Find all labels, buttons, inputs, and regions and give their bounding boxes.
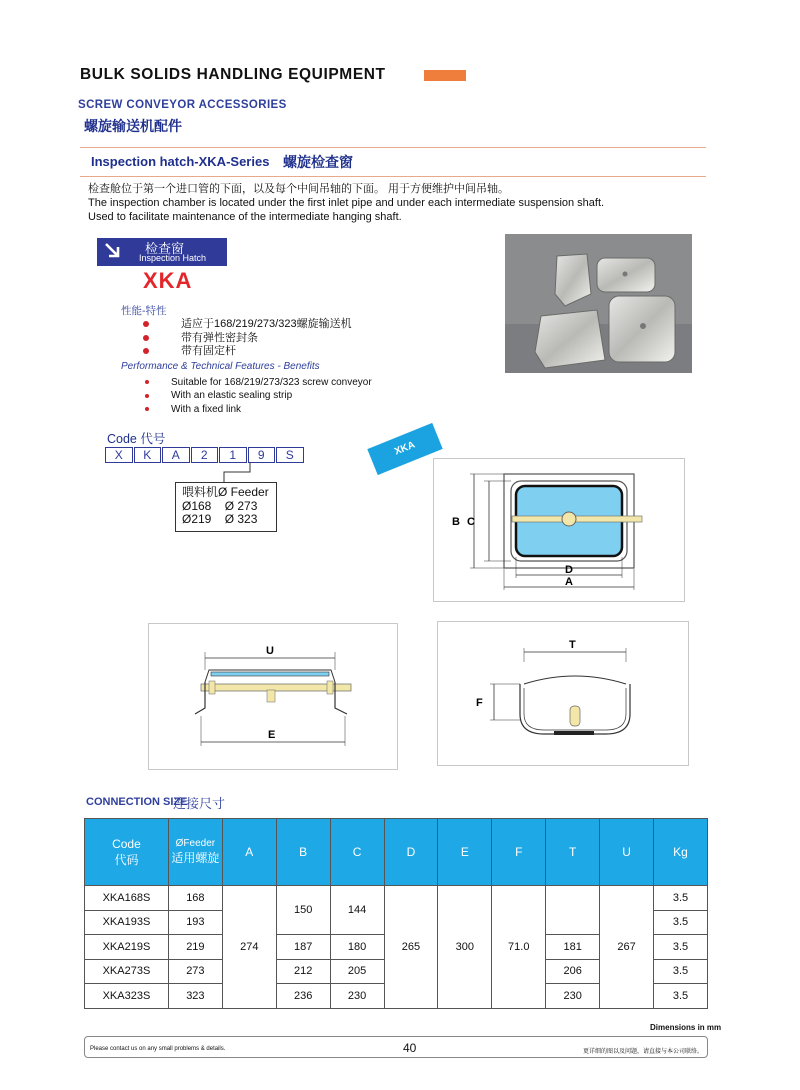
section-title-en: Inspection hatch-XKA-Series <box>91 154 270 169</box>
cell-d: 265 <box>384 886 438 1009</box>
cell-f: 71.0 <box>492 886 546 1009</box>
list-item: With an elastic sealing strip <box>145 389 372 402</box>
list-item: With a fixed link <box>145 403 372 416</box>
cell-c: 205 <box>330 959 384 984</box>
section-rule-bottom <box>80 176 706 177</box>
col-header-a: A <box>222 819 276 886</box>
cell-feeder: 193 <box>168 910 222 935</box>
bullet-icon <box>143 335 149 341</box>
code-cell: A <box>162 447 190 463</box>
cell-c: 230 <box>330 984 384 1009</box>
section-rule-top <box>80 147 706 148</box>
col-header-c: C <box>330 819 384 886</box>
page-number: 40 <box>403 1041 417 1055</box>
connection-size-title-cn: 连接尺寸 <box>173 796 226 811</box>
bullet-icon <box>143 348 149 354</box>
cell-kg: 3.5 <box>653 886 707 911</box>
page-footer <box>84 1036 708 1058</box>
col-header-kg: Kg <box>653 819 707 886</box>
list-item: Suitable for 168/219/273/323 screw conveyor <box>145 376 372 389</box>
cell-c: 144 <box>330 886 384 935</box>
dim-label-a: A <box>565 576 573 588</box>
features-en-heading: Performance & Technical Features - Benefits <box>121 361 320 372</box>
col-header-b: B <box>276 819 330 886</box>
table-row <box>85 886 708 911</box>
code-cell: 1 <box>219 447 247 463</box>
drawing-side-view <box>148 623 398 770</box>
connection-size-table <box>84 818 708 1009</box>
product-photo <box>505 234 692 373</box>
header-accent-bar <box>424 70 466 81</box>
cell-t-empty <box>546 886 600 935</box>
cell-feeder: 168 <box>168 886 222 911</box>
code-label: Code 代号 <box>107 432 166 446</box>
feeder-row: Ø219 Ø 323 <box>182 512 258 526</box>
cell-code: XKA168S <box>85 886 169 911</box>
feeder-row: Ø168 Ø 273 <box>182 498 258 513</box>
drawing-end-view <box>437 621 689 766</box>
code-cell: X <box>105 447 133 463</box>
col-header-f: F <box>492 819 546 886</box>
category-title-cn: 螺旋输送机配件 <box>84 118 182 134</box>
features-en-list <box>145 376 372 416</box>
category-title-en: SCREW CONVEYOR ACCESSORIES <box>78 99 287 111</box>
cell-kg: 3.5 <box>653 910 707 935</box>
bullet-icon <box>143 321 149 327</box>
code-cell: K <box>134 447 162 463</box>
dim-label-u: U <box>266 645 274 657</box>
description <box>88 182 604 224</box>
cell-u: 267 <box>600 886 654 1009</box>
cell-kg: 3.5 <box>653 959 707 984</box>
bullet-icon <box>145 394 149 398</box>
list-item: 带有固定杆 <box>143 345 352 359</box>
dim-label-d: D <box>565 564 573 576</box>
dim-label-t: T <box>569 639 576 651</box>
cell-a: 274 <box>222 886 276 1009</box>
arrow-down-right-icon <box>103 241 123 261</box>
dim-label-b: B <box>452 516 460 528</box>
cell-t: 206 <box>546 959 600 984</box>
cell-code: XKA273S <box>85 959 169 984</box>
cell-code: XKA193S <box>85 910 169 935</box>
cell-feeder: 273 <box>168 959 222 984</box>
connection-size-title-en: CONNECTION SIZE <box>86 796 188 808</box>
xka-badge: XKA <box>367 423 442 475</box>
col-header-d: D <box>384 819 438 886</box>
footer-note-cn: 更详细的图以及问题，请直接与本公司联络。 <box>582 1049 703 1055</box>
cell-b: 212 <box>276 959 330 984</box>
bullet-icon <box>145 380 149 384</box>
dim-label-f: F <box>476 697 483 709</box>
col-header-t: T <box>546 819 600 886</box>
feeder-title: 喂料机Ø Feeder <box>182 485 269 499</box>
list-item: 带有弹性密封条 <box>143 332 352 346</box>
cell-e: 300 <box>438 886 492 1009</box>
product-tag-cn: 检查窗 <box>145 241 185 256</box>
description-en-2: Used to facilitate maintenance of the intermediate hanging shaft. <box>88 211 402 223</box>
col-header-e: E <box>438 819 492 886</box>
cell-t: 181 <box>546 935 600 960</box>
cell-feeder: 323 <box>168 984 222 1009</box>
col-header-feeder: ØFeeder 适用螺旋 <box>168 819 222 886</box>
dimensions-note: Dimensions in mm <box>650 1023 722 1032</box>
feeder-box <box>175 482 277 532</box>
cell-kg: 3.5 <box>653 935 707 960</box>
bullet-icon <box>145 407 149 411</box>
code-cell: 9 <box>248 447 276 463</box>
code-connector-lines <box>200 462 260 484</box>
description-cn: 检查舱位于第一个进口管的下面，以及每个中间吊轴的下面。 用于方便维护中间吊轴。 <box>88 183 510 195</box>
model-name: XKA <box>143 268 193 293</box>
features-cn-list <box>143 318 352 359</box>
code-cell: S <box>276 447 304 463</box>
cell-code: XKA219S <box>85 935 169 960</box>
footer-note-en: Please contact us on any small problems & details. <box>90 1046 226 1052</box>
cell-b: 150 <box>276 886 330 935</box>
section-title-cn: 螺旋检查窗 <box>283 154 353 170</box>
code-strip <box>105 447 305 463</box>
table-header-row <box>85 819 708 886</box>
col-header-u: U <box>600 819 654 886</box>
cell-b: 236 <box>276 984 330 1009</box>
cell-t: 230 <box>546 984 600 1009</box>
list-item: 适应于168/219/273/323螺旋输送机 <box>143 318 352 332</box>
features-cn-heading: 性能-特性 <box>121 305 167 317</box>
product-tag <box>97 238 227 266</box>
cell-code: XKA323S <box>85 984 169 1009</box>
cell-feeder: 219 <box>168 935 222 960</box>
dim-label-c: C <box>467 516 475 528</box>
cell-kg: 3.5 <box>653 984 707 1009</box>
product-tag-en: Inspection Hatch <box>139 253 207 263</box>
code-cell: 2 <box>191 447 219 463</box>
cell-b: 187 <box>276 935 330 960</box>
page-header-title: BULK SOLIDS HANDLING EQUIPMENT <box>80 66 386 83</box>
description-en-1: The inspection chamber is located under the first inlet pipe and under each intermediate suspension shaft. <box>88 197 605 209</box>
drawing-top-view <box>433 458 685 602</box>
col-header-code: Code 代码 <box>85 819 169 886</box>
cell-c: 180 <box>330 935 384 960</box>
dim-label-e: E <box>268 729 276 741</box>
